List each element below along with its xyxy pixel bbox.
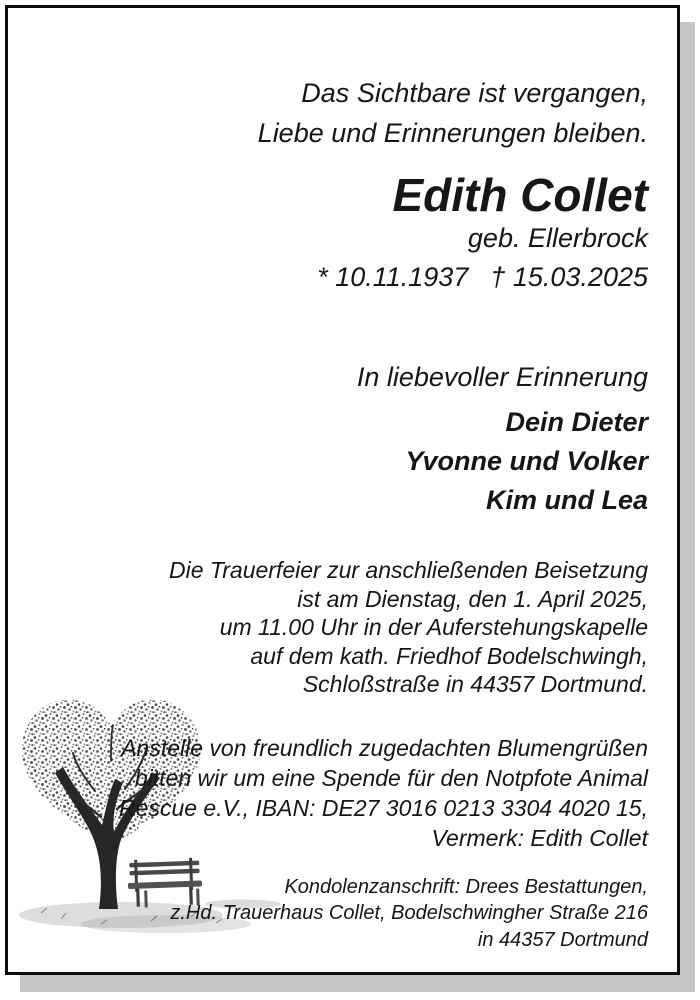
service-line: ist am Dienstag, den 1. April 2025, <box>297 585 648 612</box>
condolence-line: in 44357 Dortmund <box>477 928 648 951</box>
donation-line: Anstelle von freundlich zugedachten Blumengrüßen <box>121 734 648 761</box>
donation-line: bitten wir um eine Spende für den Notpfote Animal <box>134 764 648 791</box>
condolence-line: z.Hd. Trauerhaus Collet, Bodelschwingher Straße 216 <box>170 902 648 924</box>
service-line: Die Trauerfeier zur anschließenden Beisetzung <box>169 557 648 583</box>
memorial-heading: In liebevoller Erinnerung <box>356 362 648 392</box>
service-line: auf dem kath. Friedhof Bodelschwingh, <box>250 642 648 669</box>
service-line: um 11.00 Uhr in der Auferstehungskapelle <box>219 614 648 640</box>
condolence-line: Kondolenzanschrift: Drees Bestattungen, <box>284 875 648 898</box>
service-line: Schloßstraße in 44357 Dortmund. <box>302 671 648 697</box>
maiden-name: geb. Ellerbrock <box>467 223 648 253</box>
mourner-line: Kim und Lea <box>485 485 648 515</box>
mourners-list <box>38 403 648 520</box>
donation-line: Vermerk: Edith Collet <box>431 824 648 851</box>
birth-date: * 10.11.1937 <box>317 262 469 292</box>
deceased-name: Edith Collet <box>392 169 648 221</box>
donation-line: Rescue e.V., IBAN: DE27 3016 0213 3304 4020 15, <box>119 794 648 821</box>
verse-line-2: Liebe und Erinnerungen bleiben. <box>257 118 648 148</box>
condolence-address <box>38 874 648 954</box>
mourner-line: Dein Dieter <box>505 407 648 437</box>
verse-line-1: Das Sichtbare ist vergangen, <box>301 78 648 108</box>
service-details <box>38 556 648 699</box>
life-dates <box>38 259 648 295</box>
obituary-card <box>5 5 680 975</box>
notice-text <box>38 73 648 953</box>
mourner-line: Yvonne und Volker <box>405 446 648 476</box>
donation-request <box>38 733 648 853</box>
death-date: † 15.03.2025 <box>490 262 648 292</box>
